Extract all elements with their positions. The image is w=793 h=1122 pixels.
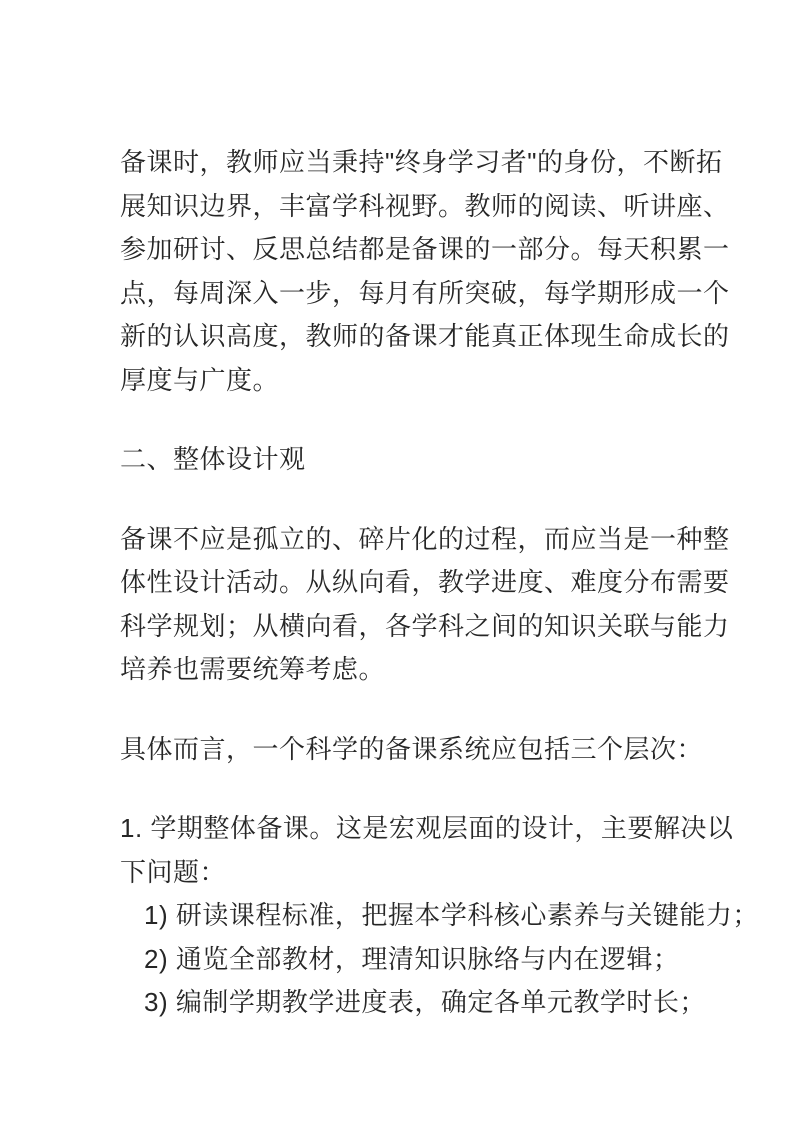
level1-paragraph (120, 807, 734, 894)
list-item: 3) 编制学期教学进度表，确定各单元教学时长； (144, 987, 706, 1017)
text-line: 点，每周深入一步，每月有所突破，每学期形成一个 (120, 277, 730, 308)
levels-intro-paragraph (120, 728, 704, 772)
document-text-block (120, 141, 759, 1025)
text-line: 展知识边界，丰富学科视野。教师的阅读、听讲座、 (120, 190, 730, 221)
text-line: 参加研讨、反思总结都是备课的一部分。每天积累一 (120, 234, 730, 264)
text-line: 1. 学期整体备课。这是宏观层面的设计，主要解决以 (120, 813, 734, 843)
text-line: 体性设计活动。从纵向看，教学进度、难度分布需要 (120, 567, 730, 597)
section-heading: 二、整体设计观 (120, 444, 306, 474)
text-line: 下问题： (120, 856, 227, 887)
text-line: 备课时，教师应当秉持"终身学习者"的身份，不断拓 (120, 147, 723, 177)
text-line: 具体而言，一个科学的备课系统应包括三个层次： (120, 733, 704, 764)
list-item: 1) 研读课程标准，把握本学科核心素养与关键能力； (144, 900, 759, 930)
text-line: 厚度与广度。 (120, 364, 280, 395)
text-line: 科学规划；从横向看，各学科之间的知识关联与能力 (120, 610, 730, 641)
text-line: 新的认识高度，教师的备课才能真正体现生命成长的 (120, 321, 730, 351)
list-item: 2) 通览全部教材，理清知识脉络与内在逻辑； (144, 943, 680, 974)
design-paragraph (120, 518, 730, 692)
text-line: 培养也需要统筹考虑。 (120, 654, 386, 684)
level1-list (120, 894, 759, 1025)
intro-paragraph (120, 141, 730, 402)
text-line: 备课不应是孤立的、碎片化的过程，而应当是一种整 (120, 523, 730, 554)
